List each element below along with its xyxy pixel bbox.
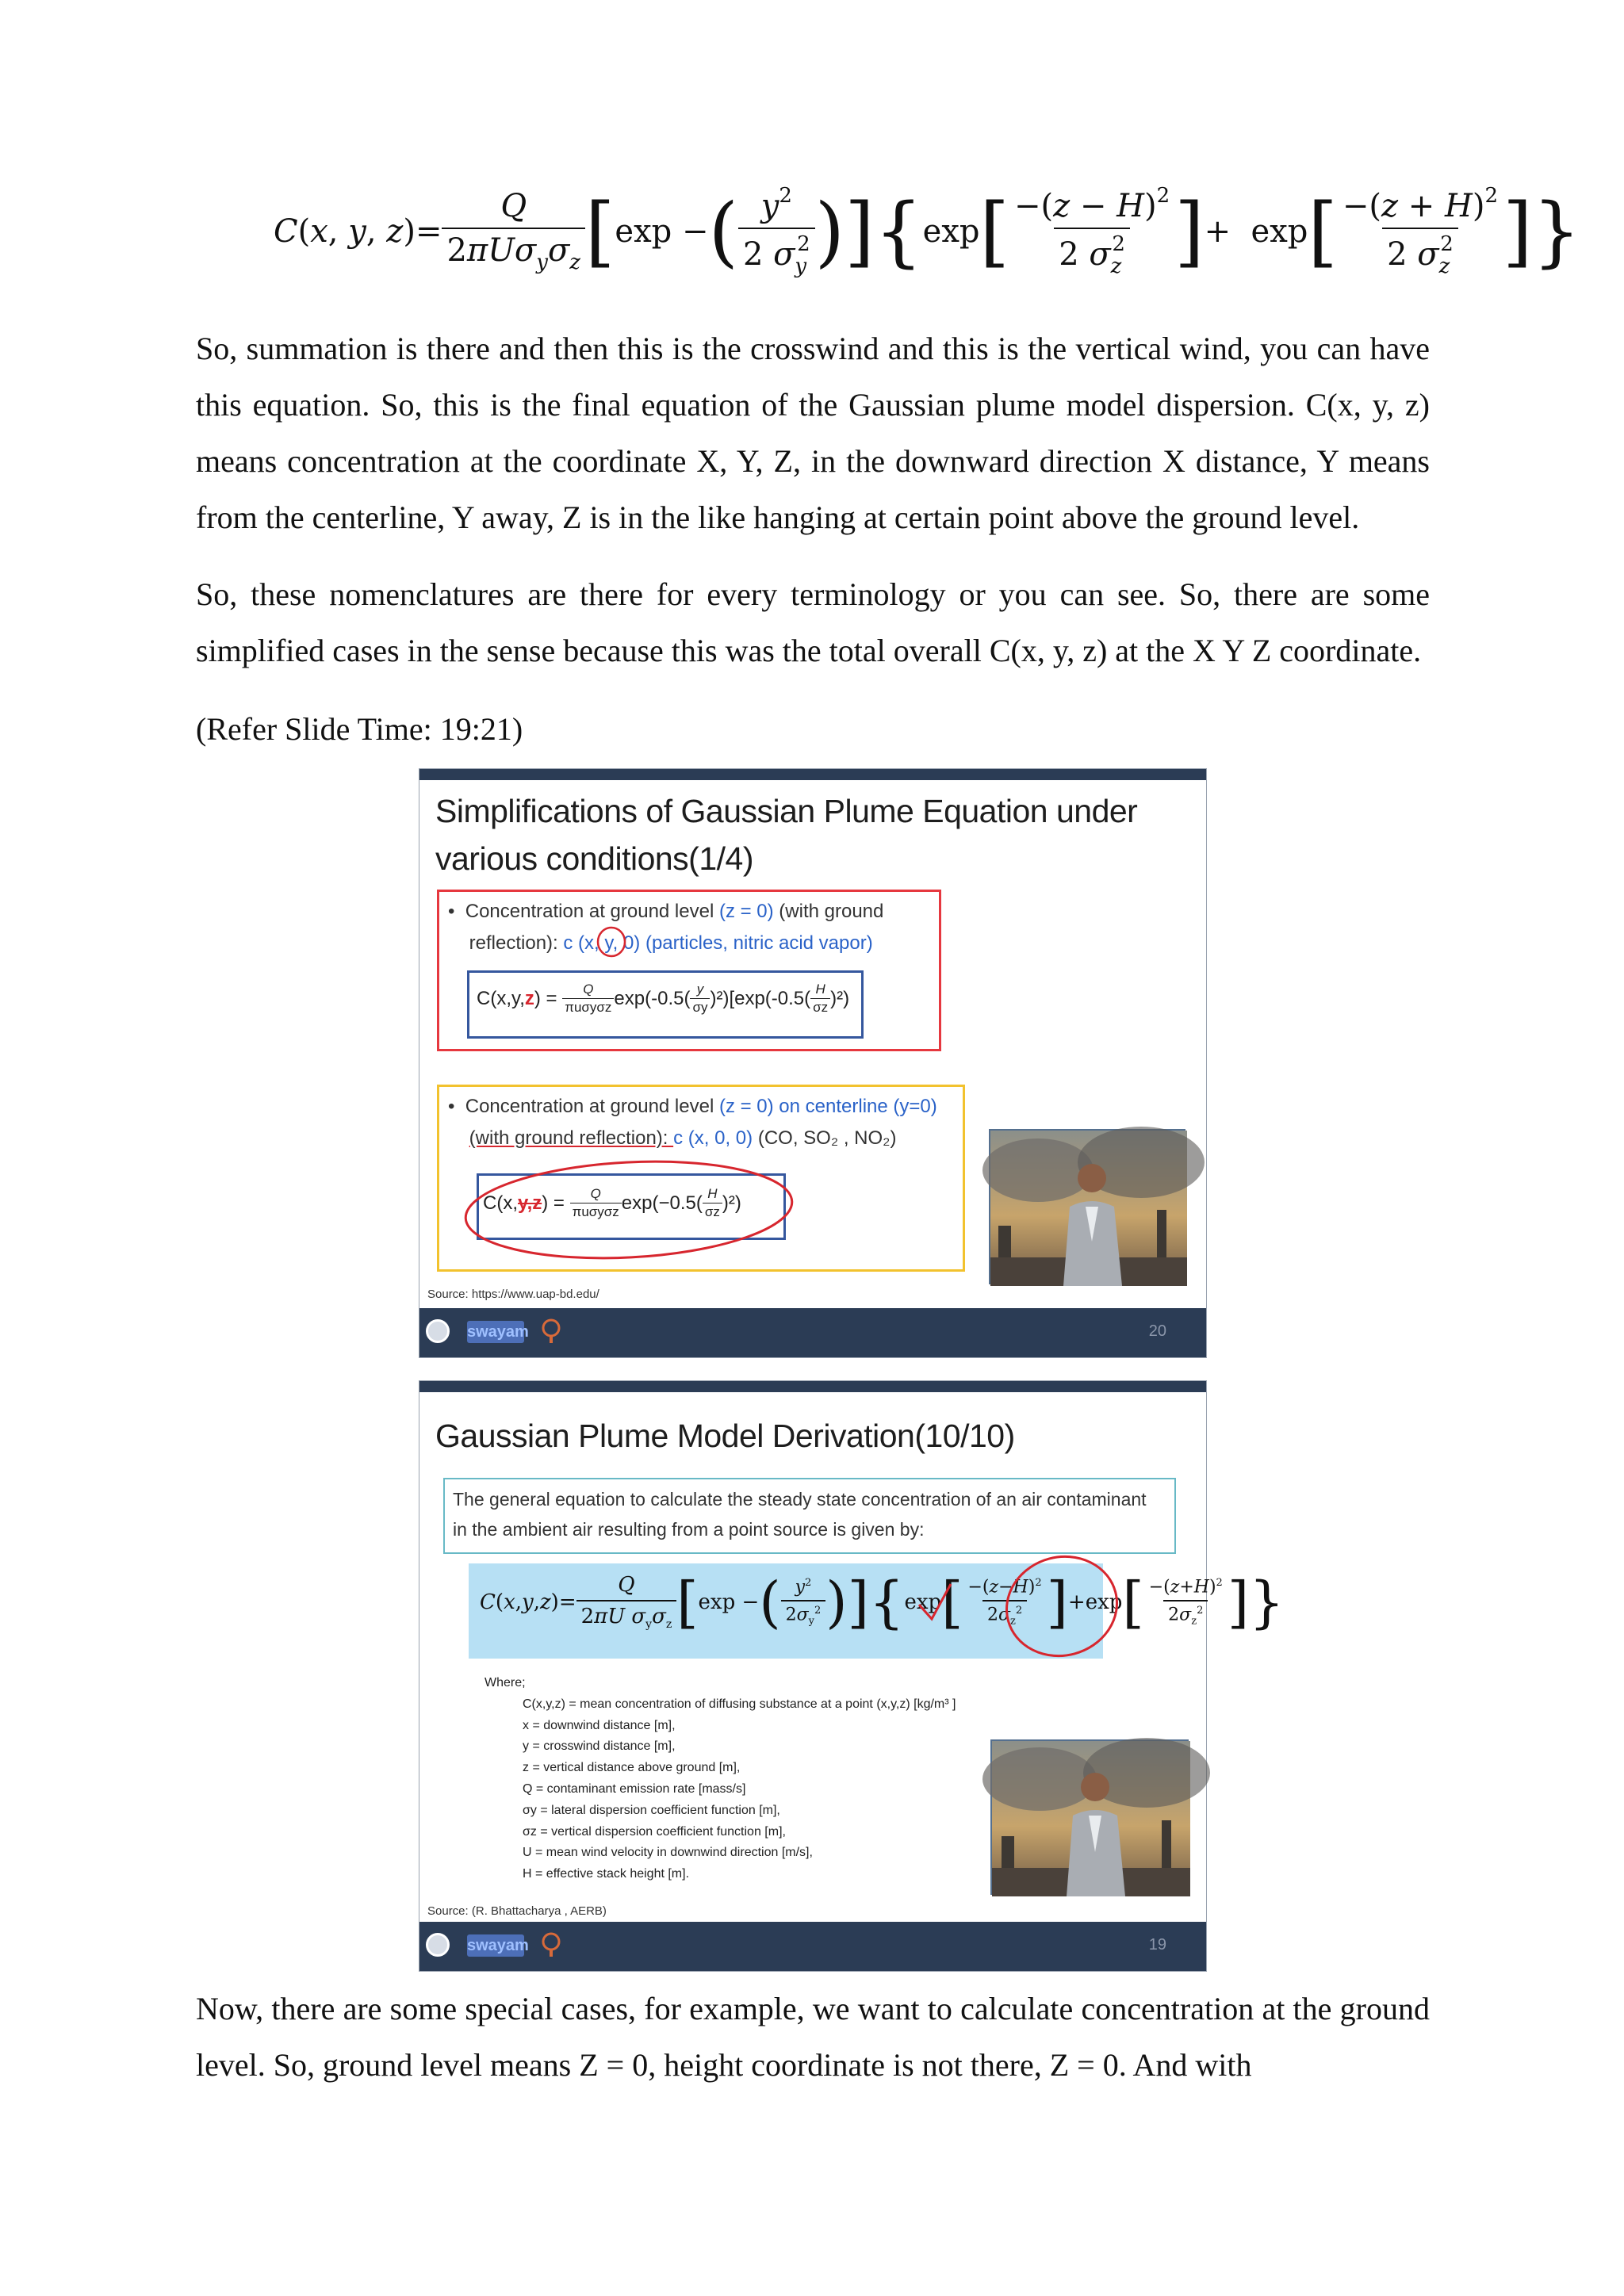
swayam-brand: swayam bbox=[467, 1934, 524, 1957]
paragraph-3: Now, there are some special cases, for example, we want to calculate concentration at the ground level. So, ground level means Z = 0, height coordinate is not there, Z = 0. And with bbox=[196, 1991, 1430, 2083]
swayam-logo-icon bbox=[426, 1933, 450, 1957]
swayam-brand: swayam bbox=[467, 1321, 524, 1343]
paragraph-1: So, summation is there and then this is the crosswind and this is the vertical wind, you can have this equation. So, this is the final equation of the Gaussian plume model dispersion. C(x, y, z) means concentration at the coordinate X, Y, Z, in the downward direction X distance, Y means from the centerline, Y away, Z is in the like hanging at certain point above the ground level. bbox=[196, 331, 1430, 535]
where-label: Where; bbox=[485, 1676, 526, 1689]
slide-title: Gaussian Plume Model Derivation(10/10) bbox=[435, 1418, 1015, 1454]
presenter-video bbox=[990, 1739, 1189, 1895]
general-equation: C ( x , y , z )= $\frac{Q}{2\pi U \sigma_y\sigma_z}$ [ exp − ( $\frac{y^2}{2\sigma_y^2}$ ) ] { exp [ $\frac{-(z-H)^2}{2\sigma_z^2}$ ] +exp [ $\frac{-(z+H)^2}{2\sigma_z^2}$ ] } bbox=[480, 1569, 1285, 1635]
slide-time-reference: (Refer Slide Time: 19:21) bbox=[196, 711, 523, 747]
nomenclature-item: y = crosswind distance [m], bbox=[523, 1739, 676, 1754]
slide-source: Source: https://www.uap-bd.edu/ bbox=[427, 1288, 599, 1301]
nomenclature-item: H = effective stack height [m]. bbox=[523, 1867, 690, 1881]
gaussian-plume-equation: C ( x , y , z ) = $\frac{Q}{2\pi U\sigma_y\sigma_z}$ [ exp − ( $\frac{y^2}{2 \sigma_y^2}$ ) ] { exp [ $\frac{-(z - H)^2}{2 \sigma_z^2}$ ] + exp [ $\frac{-(z + H)^2}{2 \sigma_z^2}$ ] } bbox=[274, 184, 1581, 278]
nomenclature-item: C(x,y,z) = mean concentration of diffusing substance at a point (x,y,z) [kg/m³ ] bbox=[523, 1697, 956, 1711]
nomenclature-item: σz = vertical dispersion coefficient function [m], bbox=[523, 1824, 786, 1839]
slide-page-number: 19 bbox=[1148, 1936, 1166, 1954]
red-circle-annotation bbox=[887, 1548, 1125, 1667]
nomenclature-item: Q = contaminant emission rate [mass/s] bbox=[523, 1781, 746, 1796]
slide-simplifications bbox=[419, 768, 1207, 1358]
slide-title-line-2: various conditions(1/4) bbox=[435, 840, 753, 877]
bullet-ground-level: • Concentration at ground level (z = 0) (with ground reflection): c (x, y, 0) (particles, nitric acid vapor) bbox=[448, 901, 884, 954]
presenter-video bbox=[989, 1129, 1185, 1284]
slide-top-bar bbox=[419, 1381, 1206, 1392]
slide-title-line-1: Simplifications of Gaussian Plume Equation under bbox=[435, 793, 1138, 829]
equation-centerline: C(x, y,z ) = Q πuσyσz exp(−0.5( H σz )²) bbox=[483, 1186, 741, 1219]
bullet-centerline: • Concentration at ground level (z = 0) on centerline (y=0) (with ground reflection): c (x, 0, 0) (CO, SO₂ , NO₂) bbox=[448, 1096, 937, 1149]
red-ellipse-annotation bbox=[454, 1158, 803, 1265]
paragraph-2: So, these nomenclatures are there for every terminology or you can see. So, there are some simplified cases in the sense because this was the total overall C(x, y, z) at the X Y Z coordinate. bbox=[196, 576, 1430, 668]
intro-text: The general equation to calculate the steady state concentration of an air contaminant in the ambient air resulting from a point source is given by: bbox=[453, 1489, 1147, 1540]
swayam-logo-icon bbox=[426, 1319, 450, 1343]
slide-top-bar bbox=[419, 769, 1206, 780]
nomenclature-item: z = vertical distance above ground [m], bbox=[523, 1761, 741, 1775]
nomenclature-list bbox=[485, 1673, 956, 1885]
nomenclature-item: σy = lateral dispersion coefficient function [m], bbox=[523, 1803, 780, 1817]
slide-source: Source: (R. Bhattacharya , AERB) bbox=[427, 1904, 607, 1918]
slide-page-number: 20 bbox=[1148, 1322, 1166, 1340]
nptel-logo-icon bbox=[540, 1931, 562, 1958]
red-circle-annotation bbox=[594, 924, 629, 959]
nptel-logo-icon bbox=[540, 1318, 562, 1345]
slide-derivation bbox=[419, 1380, 1285, 1972]
slide-footer bbox=[419, 1308, 1206, 1357]
nomenclature-item: x = downwind distance [m], bbox=[523, 1718, 676, 1732]
slide-footer bbox=[419, 1922, 1206, 1971]
nomenclature-item: U = mean wind velocity in downwind direction [m/s], bbox=[523, 1846, 813, 1860]
equation-ground-reflection: C(x,y, z ) = Q πuσyσz exp(-0.5( y σy )²)[exp(-0.5( H σz )²) bbox=[477, 982, 850, 1015]
